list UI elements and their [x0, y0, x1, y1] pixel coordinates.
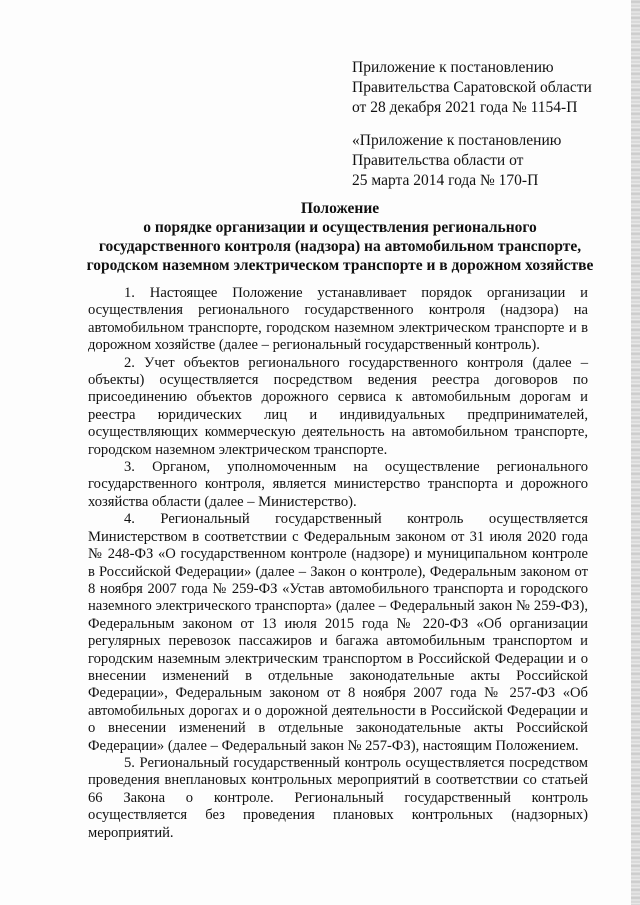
- document-body: [88, 285, 588, 842]
- appendix-header-current: [352, 58, 622, 118]
- appendix-current-line-2: Правительства Саратовской области: [352, 79, 592, 96]
- appendix-original-line-3: 25 марта 2014 года № 170-П: [352, 172, 539, 189]
- appendix-header-original: [352, 131, 622, 191]
- appendix-current-line-3: от 28 декабря 2021 года № 1154-П: [352, 99, 578, 116]
- title-line-1: о порядке организации и осуществления регионального: [143, 219, 537, 236]
- appendix-current-line-1: Приложение к постановлению: [352, 59, 554, 76]
- paragraph-1: 1. Настоящее Положение устанавливает порядок организации и осуществления регионального государственного контроля (надзора) на автомобильном транспорте, городском наземном электрическом транспорте и в дорожном хозяйстве (далее – региональный государственный контроль).: [88, 285, 588, 354]
- document-title: [80, 199, 600, 275]
- title-heading: Положение: [300, 200, 380, 217]
- paragraph-2: 2. Учет объектов регионального государственного контроля (далее – объекты) осуществляется посредством ведения реестра договоров по присоединению объектов дорожного сервиса к автомобильным дорогам и реестра юридических лиц и индивидуальных предпринимателей, осуществляющих коммерческую деятельность на автомобильном транспорте, городском наземном электрическом транспорте.: [88, 354, 588, 458]
- paragraph-3: 3. Органом, уполномоченным на осуществление регионального государственного контроля, является министерство транспорта и дорожного хозяйства области (далее – Министерство).: [88, 459, 588, 510]
- appendix-original-line-2: Правительства области от: [352, 152, 524, 169]
- title-line-2: государственного контроля (надзора) на автомобильном транспорте,: [98, 238, 582, 255]
- title-line-3: городском наземном электрическом транспорте и в дорожном хозяйстве: [86, 257, 594, 274]
- appendix-original-line-1: «Приложение к постановлению: [352, 132, 562, 149]
- paragraph-5: 5. Региональный государственный контроль осуществляется посредством проведения внеплановых контрольных мероприятий в соответствии со статьей 66 Закона о контроле. Региональный государственный контроль осуществляется без проведения плановых контрольных (надзорных) мероприятий.: [88, 754, 588, 841]
- paragraph-4: 4. Региональный государственный контроль осуществляется Министерством в соответствии с Федеральным законом от 31 июля 2020 года № 248-ФЗ «О государственном контроле (надзоре) и муниципальном контроле в Российской Федерации» (далее – Закон о контроле), Федеральным законом от 8 ноября 2007 года № 259-ФЗ «Устав автомобильного транспорта и городского наземного электрического транспорта» (далее – Федеральный закон № 259-ФЗ), Федеральным законом от 13 июля 2015 года № 220-ФЗ «Об организации регулярных перевозок пассажиров и багажа автомобильным транспортом и городским наземным электрическим транспортом в Российской Федерации и о внесении изменений в отдельные законодательные акты Российской Федерации», Федеральным законом от 8 ноября 2007 года № 257-ФЗ «Об автомобильных дорогах и о дорожной деятельности в Российской Федерации и о внесении изменений в отдельные законодательные акты Российской Федерации» (далее – Федеральный закон № 257-ФЗ), настоящим Положением.: [88, 511, 588, 754]
- scan-edge-artifact: [631, 0, 640, 905]
